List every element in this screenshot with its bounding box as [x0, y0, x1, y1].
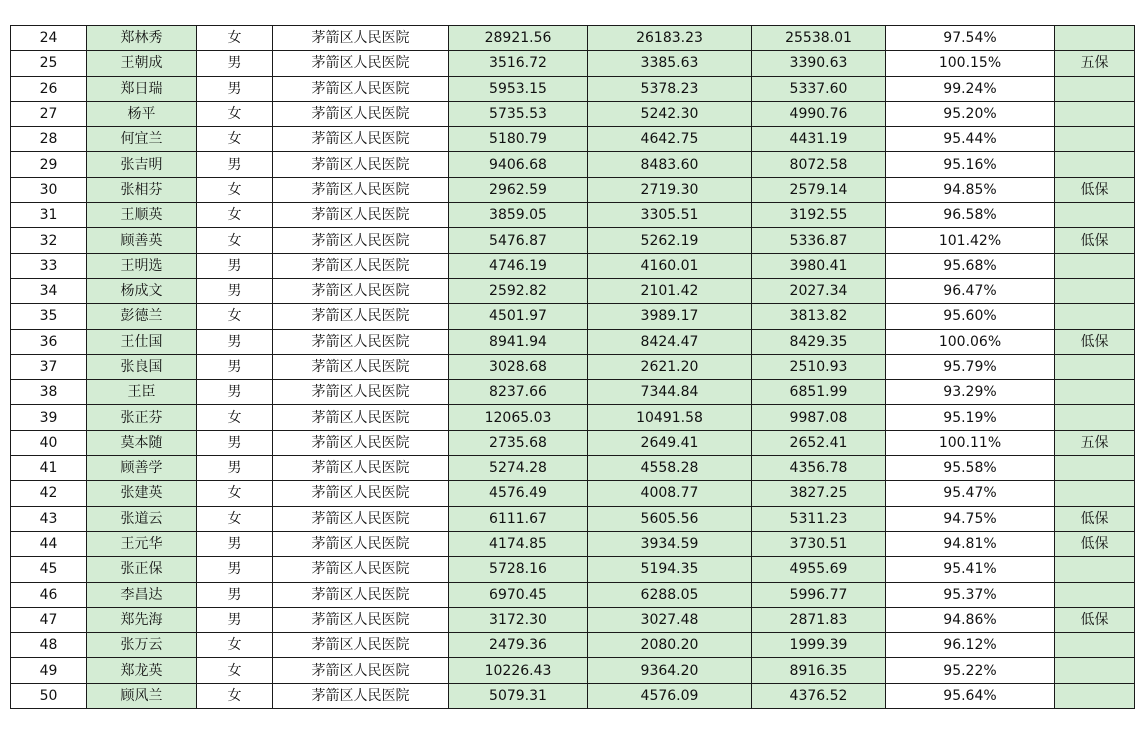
cell-amount-2[interactable]: 4642.75 [588, 127, 752, 152]
cell-hospital[interactable]: 茅箭区人民医院 [273, 203, 449, 228]
cell-amount-3[interactable]: 2652.41 [752, 430, 886, 455]
table-row [11, 329, 1135, 354]
table-row [11, 253, 1135, 278]
cell-note[interactable] [1055, 152, 1135, 177]
cell-amount-3[interactable]: 3390.63 [752, 51, 886, 76]
cell-name[interactable]: 张正芬 [87, 405, 197, 430]
cell-row-number[interactable]: 40 [11, 430, 87, 455]
cell-row-number[interactable]: 39 [11, 405, 87, 430]
cell-ratio[interactable]: 94.75% [886, 506, 1055, 531]
cell-ratio[interactable]: 100.06% [886, 329, 1055, 354]
cell-amount-1[interactable]: 8941.94 [449, 329, 588, 354]
cell-gender[interactable]: 女 [197, 405, 273, 430]
cell-amount-3[interactable]: 3980.41 [752, 253, 886, 278]
cell-row-number[interactable]: 49 [11, 658, 87, 683]
cell-ratio[interactable]: 101.42% [886, 228, 1055, 253]
cell-amount-3[interactable]: 5996.77 [752, 582, 886, 607]
cell-amount-3[interactable]: 9987.08 [752, 405, 886, 430]
cell-amount-2[interactable]: 5605.56 [588, 506, 752, 531]
cell-gender[interactable]: 男 [197, 278, 273, 303]
cell-name[interactable]: 郑先海 [87, 607, 197, 632]
cell-amount-3[interactable]: 25538.01 [752, 26, 886, 51]
cell-hospital[interactable]: 茅箭区人民医院 [273, 557, 449, 582]
cell-amount-3[interactable]: 5337.60 [752, 76, 886, 101]
cell-amount-2[interactable]: 7344.84 [588, 380, 752, 405]
cell-amount-2[interactable]: 8483.60 [588, 152, 752, 177]
cell-amount-2[interactable]: 2649.41 [588, 430, 752, 455]
cell-amount-2[interactable]: 26183.23 [588, 26, 752, 51]
cell-amount-1[interactable]: 5274.28 [449, 456, 588, 481]
cell-note[interactable]: 低保 [1055, 531, 1135, 556]
cell-row-number[interactable]: 35 [11, 304, 87, 329]
cell-amount-1[interactable]: 12065.03 [449, 405, 588, 430]
cell-amount-3[interactable]: 5336.87 [752, 228, 886, 253]
cell-note[interactable]: 低保 [1055, 506, 1135, 531]
cell-ratio[interactable]: 100.11% [886, 430, 1055, 455]
cell-hospital[interactable]: 茅箭区人民医院 [273, 658, 449, 683]
cell-row-number[interactable]: 27 [11, 101, 87, 126]
cell-ratio[interactable]: 95.44% [886, 127, 1055, 152]
cell-note[interactable] [1055, 658, 1135, 683]
cell-amount-2[interactable]: 2621.20 [588, 354, 752, 379]
table-row [11, 51, 1135, 76]
cell-note[interactable] [1055, 557, 1135, 582]
table-row [11, 633, 1135, 658]
cell-gender[interactable]: 女 [197, 633, 273, 658]
cell-hospital[interactable]: 茅箭区人民医院 [273, 607, 449, 632]
cell-name[interactable]: 张吉明 [87, 152, 197, 177]
cell-ratio[interactable]: 96.58% [886, 203, 1055, 228]
cell-hospital[interactable]: 茅箭区人民医院 [273, 177, 449, 202]
cell-amount-1[interactable]: 2479.36 [449, 633, 588, 658]
cell-name[interactable]: 张良国 [87, 354, 197, 379]
cell-gender[interactable]: 男 [197, 456, 273, 481]
cell-note[interactable] [1055, 101, 1135, 126]
cell-row-number[interactable]: 32 [11, 228, 87, 253]
cell-hospital[interactable]: 茅箭区人民医院 [273, 405, 449, 430]
cell-amount-3[interactable]: 6851.99 [752, 380, 886, 405]
table-row [11, 456, 1135, 481]
cell-amount-2[interactable]: 4558.28 [588, 456, 752, 481]
cell-amount-2[interactable]: 8424.47 [588, 329, 752, 354]
cell-amount-3[interactable]: 2027.34 [752, 278, 886, 303]
cell-row-number[interactable]: 29 [11, 152, 87, 177]
cell-row-number[interactable]: 31 [11, 203, 87, 228]
cell-hospital[interactable]: 茅箭区人民医院 [273, 253, 449, 278]
cell-amount-2[interactable]: 3989.17 [588, 304, 752, 329]
cell-hospital[interactable]: 茅箭区人民医院 [273, 152, 449, 177]
cell-amount-3[interactable]: 4356.78 [752, 456, 886, 481]
cell-ratio[interactable]: 100.15% [886, 51, 1055, 76]
cell-amount-1[interactable]: 6970.45 [449, 582, 588, 607]
cell-gender[interactable]: 女 [197, 658, 273, 683]
cell-ratio[interactable]: 96.47% [886, 278, 1055, 303]
cell-note[interactable] [1055, 304, 1135, 329]
cell-ratio[interactable]: 95.79% [886, 354, 1055, 379]
cell-note[interactable] [1055, 633, 1135, 658]
cell-gender[interactable]: 男 [197, 582, 273, 607]
cell-name[interactable]: 杨平 [87, 101, 197, 126]
cell-ratio[interactable]: 95.19% [886, 405, 1055, 430]
cell-name[interactable]: 张万云 [87, 633, 197, 658]
cell-hospital[interactable]: 茅箭区人民医院 [273, 683, 449, 708]
cell-gender[interactable]: 男 [197, 607, 273, 632]
cell-ratio[interactable]: 95.47% [886, 481, 1055, 506]
table-row [11, 101, 1135, 126]
cell-amount-3[interactable]: 3192.55 [752, 203, 886, 228]
cell-hospital[interactable]: 茅箭区人民医院 [273, 633, 449, 658]
table-row [11, 354, 1135, 379]
cell-hospital[interactable]: 茅箭区人民医院 [273, 228, 449, 253]
cell-amount-2[interactable]: 3027.48 [588, 607, 752, 632]
cell-row-number[interactable]: 44 [11, 531, 87, 556]
cell-row-number[interactable]: 24 [11, 26, 87, 51]
cell-amount-3[interactable]: 3827.25 [752, 481, 886, 506]
cell-ratio[interactable]: 93.29% [886, 380, 1055, 405]
cell-gender[interactable]: 男 [197, 354, 273, 379]
table-row [11, 380, 1135, 405]
cell-hospital[interactable]: 茅箭区人民医院 [273, 278, 449, 303]
cell-amount-2[interactable]: 4160.01 [588, 253, 752, 278]
cell-amount-3[interactable]: 2579.14 [752, 177, 886, 202]
table-row [11, 26, 1135, 51]
cell-name[interactable]: 王顺英 [87, 203, 197, 228]
cell-amount-3[interactable]: 4955.69 [752, 557, 886, 582]
cell-name[interactable]: 顾善学 [87, 456, 197, 481]
cell-ratio[interactable]: 94.86% [886, 607, 1055, 632]
cell-name[interactable]: 王明选 [87, 253, 197, 278]
table-row [11, 152, 1135, 177]
cell-row-number[interactable]: 43 [11, 506, 87, 531]
cell-amount-3[interactable]: 5311.23 [752, 506, 886, 531]
table-row [11, 658, 1135, 683]
cell-ratio[interactable]: 95.41% [886, 557, 1055, 582]
cell-hospital[interactable]: 茅箭区人民医院 [273, 456, 449, 481]
cell-note[interactable]: 低保 [1055, 329, 1135, 354]
cell-gender[interactable]: 女 [197, 481, 273, 506]
cell-name[interactable]: 郑日瑞 [87, 76, 197, 101]
cell-amount-2[interactable]: 6288.05 [588, 582, 752, 607]
cell-amount-3[interactable]: 1999.39 [752, 633, 886, 658]
cell-ratio[interactable]: 95.20% [886, 101, 1055, 126]
cell-amount-1[interactable]: 28921.56 [449, 26, 588, 51]
cell-note[interactable] [1055, 203, 1135, 228]
cell-gender[interactable]: 女 [197, 101, 273, 126]
cell-note[interactable] [1055, 76, 1135, 101]
cell-amount-1[interactable]: 2735.68 [449, 430, 588, 455]
cell-ratio[interactable]: 95.60% [886, 304, 1055, 329]
cell-note[interactable] [1055, 354, 1135, 379]
cell-gender[interactable]: 女 [197, 177, 273, 202]
cell-amount-1[interactable]: 2962.59 [449, 177, 588, 202]
cell-row-number[interactable]: 48 [11, 633, 87, 658]
cell-gender[interactable]: 男 [197, 380, 273, 405]
table-row [11, 430, 1135, 455]
cell-row-number[interactable]: 36 [11, 329, 87, 354]
cell-amount-2[interactable]: 2080.20 [588, 633, 752, 658]
cell-amount-3[interactable]: 2871.83 [752, 607, 886, 632]
cell-amount-3[interactable]: 4376.52 [752, 683, 886, 708]
cell-name[interactable]: 何宜兰 [87, 127, 197, 152]
table-row [11, 557, 1135, 582]
cell-gender[interactable]: 女 [197, 683, 273, 708]
cell-note[interactable] [1055, 278, 1135, 303]
cell-hospital[interactable]: 茅箭区人民医院 [273, 101, 449, 126]
cell-amount-3[interactable]: 3813.82 [752, 304, 886, 329]
cell-amount-2[interactable]: 2101.42 [588, 278, 752, 303]
cell-name[interactable]: 李昌达 [87, 582, 197, 607]
table-row [11, 177, 1135, 202]
cell-amount-2[interactable]: 3305.51 [588, 203, 752, 228]
cell-amount-2[interactable]: 3385.63 [588, 51, 752, 76]
cell-ratio[interactable]: 96.12% [886, 633, 1055, 658]
cell-name[interactable]: 王元华 [87, 531, 197, 556]
cell-amount-2[interactable]: 3934.59 [588, 531, 752, 556]
cell-name[interactable]: 彭德兰 [87, 304, 197, 329]
table-row [11, 683, 1135, 708]
cell-amount-1[interactable]: 5953.15 [449, 76, 588, 101]
cell-note[interactable] [1055, 683, 1135, 708]
cell-row-number[interactable]: 46 [11, 582, 87, 607]
cell-gender[interactable]: 男 [197, 253, 273, 278]
table-row [11, 278, 1135, 303]
cell-hospital[interactable]: 茅箭区人民医院 [273, 481, 449, 506]
table-row [11, 531, 1135, 556]
cell-amount-2[interactable]: 5378.23 [588, 76, 752, 101]
cell-hospital[interactable]: 茅箭区人民医院 [273, 506, 449, 531]
cell-amount-3[interactable]: 4431.19 [752, 127, 886, 152]
cell-note[interactable] [1055, 26, 1135, 51]
cell-amount-2[interactable]: 5194.35 [588, 557, 752, 582]
cell-row-number[interactable]: 45 [11, 557, 87, 582]
cell-hospital[interactable]: 茅箭区人民医院 [273, 26, 449, 51]
cell-note[interactable] [1055, 481, 1135, 506]
cell-name[interactable]: 郑龙英 [87, 658, 197, 683]
cell-row-number[interactable]: 47 [11, 607, 87, 632]
cell-row-number[interactable]: 42 [11, 481, 87, 506]
cell-row-number[interactable]: 34 [11, 278, 87, 303]
cell-amount-1[interactable]: 4501.97 [449, 304, 588, 329]
cell-hospital[interactable]: 茅箭区人民医院 [273, 531, 449, 556]
cell-ratio[interactable]: 97.54% [886, 26, 1055, 51]
cell-note[interactable] [1055, 405, 1135, 430]
cell-name[interactable]: 王朝成 [87, 51, 197, 76]
cell-amount-3[interactable]: 2510.93 [752, 354, 886, 379]
cell-amount-2[interactable]: 4008.77 [588, 481, 752, 506]
cell-amount-1[interactable]: 3859.05 [449, 203, 588, 228]
cell-amount-1[interactable]: 2592.82 [449, 278, 588, 303]
cell-amount-3[interactable]: 8072.58 [752, 152, 886, 177]
cell-hospital[interactable]: 茅箭区人民医院 [273, 430, 449, 455]
cell-name[interactable]: 杨成文 [87, 278, 197, 303]
cell-amount-1[interactable]: 6111.67 [449, 506, 588, 531]
cell-note[interactable]: 低保 [1055, 228, 1135, 253]
table-row [11, 127, 1135, 152]
cell-hospital[interactable]: 茅箭区人民医院 [273, 582, 449, 607]
table-row [11, 228, 1135, 253]
cell-row-number[interactable]: 25 [11, 51, 87, 76]
cell-ratio[interactable]: 95.68% [886, 253, 1055, 278]
cell-amount-3[interactable]: 8429.35 [752, 329, 886, 354]
cell-name[interactable]: 郑林秀 [87, 26, 197, 51]
cell-amount-1[interactable]: 9406.68 [449, 152, 588, 177]
cell-amount-3[interactable]: 8916.35 [752, 658, 886, 683]
table-row [11, 304, 1135, 329]
cell-note[interactable]: 低保 [1055, 177, 1135, 202]
cell-ratio[interactable]: 94.85% [886, 177, 1055, 202]
cell-row-number[interactable]: 26 [11, 76, 87, 101]
cell-name[interactable]: 张相芬 [87, 177, 197, 202]
cell-note[interactable] [1055, 456, 1135, 481]
cell-hospital[interactable]: 茅箭区人民医院 [273, 380, 449, 405]
cell-gender[interactable]: 男 [197, 531, 273, 556]
cell-amount-1[interactable]: 5180.79 [449, 127, 588, 152]
cell-name[interactable]: 顾善英 [87, 228, 197, 253]
cell-amount-2[interactable]: 2719.30 [588, 177, 752, 202]
cell-row-number[interactable]: 41 [11, 456, 87, 481]
cell-amount-1[interactable]: 8237.66 [449, 380, 588, 405]
cell-gender[interactable]: 女 [197, 304, 273, 329]
cell-amount-1[interactable]: 4174.85 [449, 531, 588, 556]
cell-amount-1[interactable]: 4746.19 [449, 253, 588, 278]
cell-row-number[interactable]: 30 [11, 177, 87, 202]
cell-row-number[interactable]: 28 [11, 127, 87, 152]
cell-gender[interactable]: 女 [197, 228, 273, 253]
cell-amount-1[interactable]: 3028.68 [449, 354, 588, 379]
cell-amount-1[interactable]: 5079.31 [449, 683, 588, 708]
cell-hospital[interactable]: 茅箭区人民医院 [273, 354, 449, 379]
cell-note[interactable] [1055, 380, 1135, 405]
cell-amount-3[interactable]: 4990.76 [752, 101, 886, 126]
cell-hospital[interactable]: 茅箭区人民医院 [273, 329, 449, 354]
cell-name[interactable]: 张建英 [87, 481, 197, 506]
cell-amount-2[interactable]: 5242.30 [588, 101, 752, 126]
cell-name[interactable]: 王仕国 [87, 329, 197, 354]
cell-ratio[interactable]: 99.24% [886, 76, 1055, 101]
cell-amount-2[interactable]: 5262.19 [588, 228, 752, 253]
cell-gender[interactable]: 女 [197, 127, 273, 152]
cell-ratio[interactable]: 95.37% [886, 582, 1055, 607]
cell-hospital[interactable]: 茅箭区人民医院 [273, 51, 449, 76]
cell-gender[interactable]: 男 [197, 51, 273, 76]
cell-amount-1[interactable]: 3516.72 [449, 51, 588, 76]
cell-gender[interactable]: 女 [197, 506, 273, 531]
cell-row-number[interactable]: 38 [11, 380, 87, 405]
table-row [11, 481, 1135, 506]
data-table [10, 25, 1135, 709]
cell-amount-2[interactable]: 10491.58 [588, 405, 752, 430]
cell-gender[interactable]: 男 [197, 329, 273, 354]
cell-ratio[interactable]: 95.16% [886, 152, 1055, 177]
cell-row-number[interactable]: 33 [11, 253, 87, 278]
cell-name[interactable]: 张正保 [87, 557, 197, 582]
cell-note[interactable]: 五保 [1055, 51, 1135, 76]
cell-gender[interactable]: 男 [197, 430, 273, 455]
table-row [11, 506, 1135, 531]
cell-note[interactable]: 低保 [1055, 607, 1135, 632]
table-row [11, 607, 1135, 632]
cell-ratio[interactable]: 95.22% [886, 658, 1055, 683]
cell-amount-1[interactable]: 4576.49 [449, 481, 588, 506]
cell-ratio[interactable]: 95.58% [886, 456, 1055, 481]
cell-note[interactable] [1055, 127, 1135, 152]
cell-amount-1[interactable]: 5735.53 [449, 101, 588, 126]
table-row [11, 405, 1135, 430]
cell-gender[interactable]: 女 [197, 203, 273, 228]
cell-amount-2[interactable]: 9364.20 [588, 658, 752, 683]
cell-amount-1[interactable]: 10226.43 [449, 658, 588, 683]
cell-hospital[interactable]: 茅箭区人民医院 [273, 304, 449, 329]
cell-ratio[interactable]: 94.81% [886, 531, 1055, 556]
cell-row-number[interactable]: 50 [11, 683, 87, 708]
cell-note[interactable] [1055, 253, 1135, 278]
cell-note[interactable] [1055, 582, 1135, 607]
cell-hospital[interactable]: 茅箭区人民医院 [273, 76, 449, 101]
cell-name[interactable]: 顾风兰 [87, 683, 197, 708]
cell-hospital[interactable]: 茅箭区人民医院 [273, 127, 449, 152]
cell-gender[interactable]: 男 [197, 557, 273, 582]
cell-amount-1[interactable]: 3172.30 [449, 607, 588, 632]
cell-name[interactable]: 莫本随 [87, 430, 197, 455]
cell-amount-2[interactable]: 4576.09 [588, 683, 752, 708]
table-body [11, 26, 1135, 709]
cell-row-number[interactable]: 37 [11, 354, 87, 379]
cell-name[interactable]: 张道云 [87, 506, 197, 531]
cell-note[interactable]: 五保 [1055, 430, 1135, 455]
cell-name[interactable]: 王臣 [87, 380, 197, 405]
table-row [11, 203, 1135, 228]
cell-gender[interactable]: 女 [197, 26, 273, 51]
table-row [11, 582, 1135, 607]
cell-amount-1[interactable]: 5476.87 [449, 228, 588, 253]
table-row [11, 76, 1135, 101]
cell-amount-3[interactable]: 3730.51 [752, 531, 886, 556]
cell-gender[interactable]: 男 [197, 76, 273, 101]
cell-ratio[interactable]: 95.64% [886, 683, 1055, 708]
cell-amount-1[interactable]: 5728.16 [449, 557, 588, 582]
cell-gender[interactable]: 男 [197, 152, 273, 177]
